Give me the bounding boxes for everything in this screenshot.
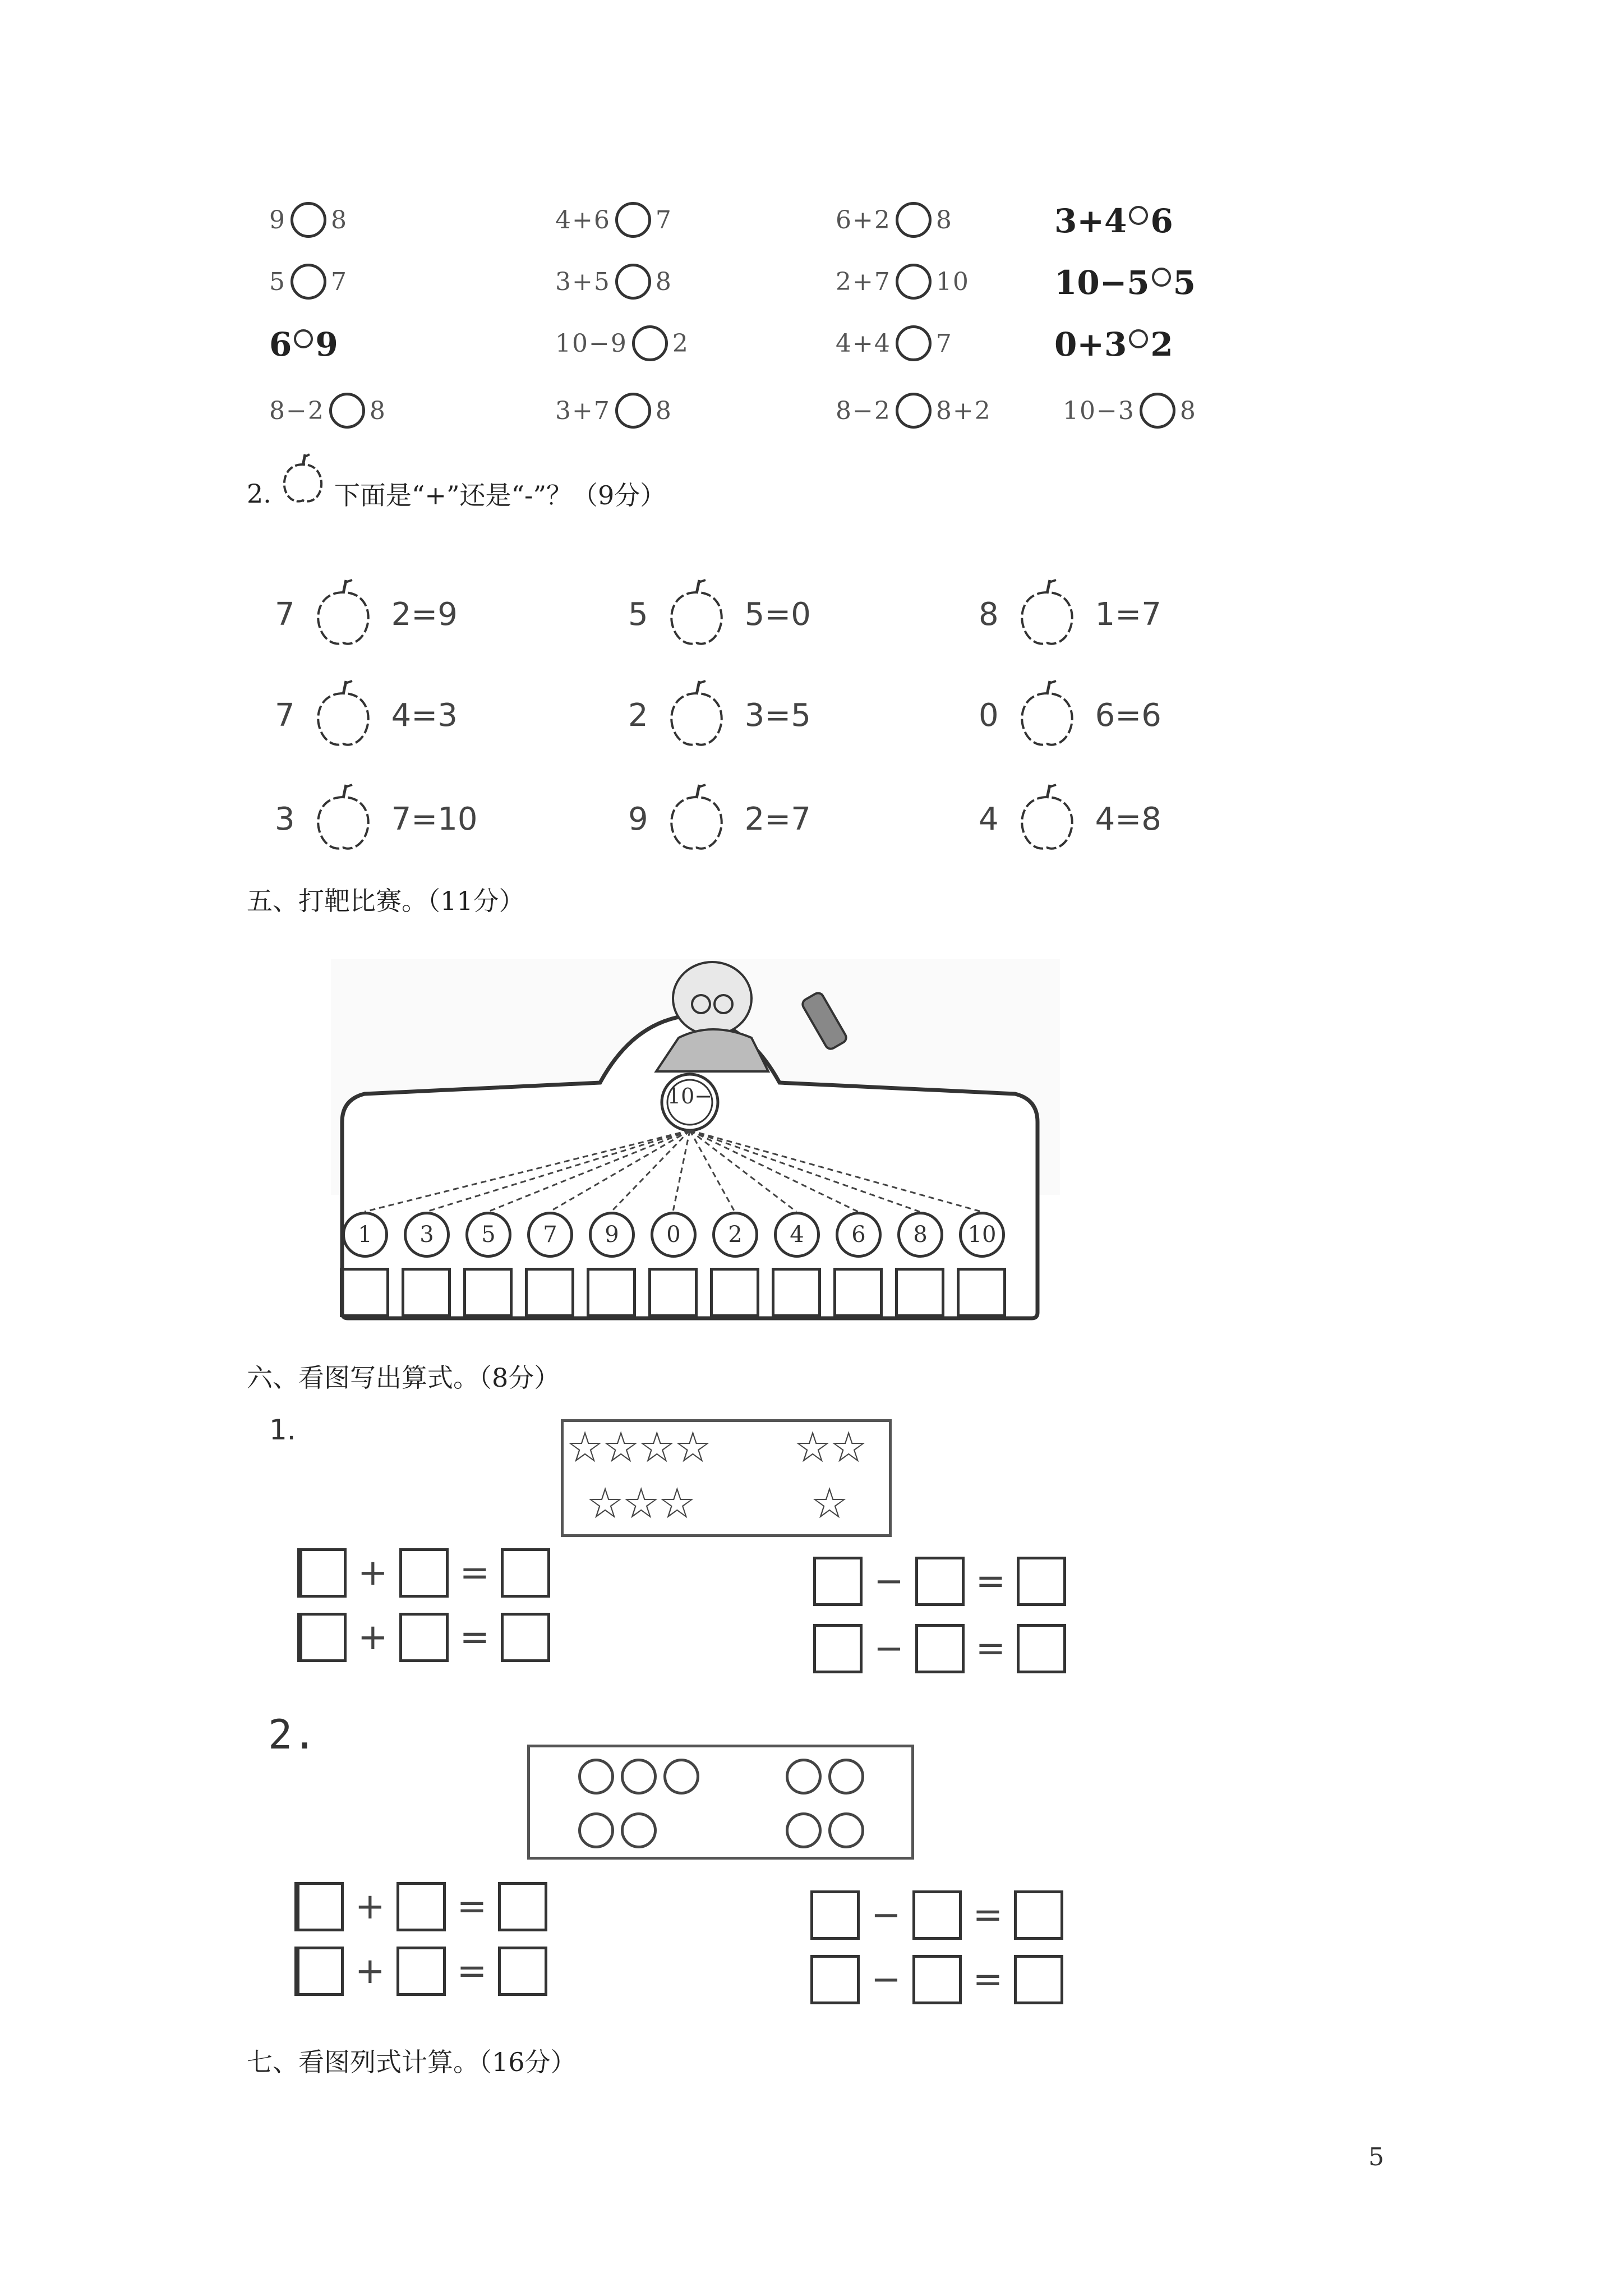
minus-sign: − bbox=[874, 1561, 904, 1602]
answer-box[interactable] bbox=[915, 1624, 965, 1673]
answer-box[interactable] bbox=[895, 1268, 944, 1317]
right-expression: 8+2 bbox=[935, 396, 992, 425]
answer-box[interactable] bbox=[1014, 1955, 1063, 2004]
apple-icon[interactable] bbox=[311, 578, 376, 651]
subtraction-equation bbox=[813, 1557, 1066, 1606]
apple-icon bbox=[275, 452, 331, 508]
comparison-item bbox=[555, 264, 672, 300]
right-expression: 6 bbox=[1150, 202, 1173, 240]
apple-icon[interactable] bbox=[1015, 578, 1080, 651]
question-2-text: 下面是“+”还是“-”？（9分） bbox=[334, 480, 666, 510]
equals-sign: = bbox=[457, 1950, 487, 1992]
equals-sign: = bbox=[459, 1552, 490, 1594]
target-circle: 6 bbox=[836, 1212, 882, 1258]
comparison-item bbox=[555, 393, 672, 429]
apple-icon[interactable] bbox=[664, 783, 729, 855]
right-expression: 2 bbox=[672, 329, 689, 358]
answer-box[interactable] bbox=[525, 1268, 574, 1317]
answer-circle[interactable] bbox=[896, 202, 932, 238]
target-circle: 4 bbox=[774, 1212, 820, 1258]
plus-sign: + bbox=[355, 1886, 385, 1927]
comparison-item bbox=[836, 393, 992, 429]
plus-sign: + bbox=[358, 1617, 388, 1658]
answer-box[interactable] bbox=[297, 1548, 347, 1598]
apple-icon[interactable] bbox=[1015, 679, 1080, 752]
apple-icon[interactable] bbox=[311, 783, 376, 855]
answer-box[interactable] bbox=[294, 1947, 344, 1996]
first-number: 7 bbox=[275, 697, 295, 734]
right-expression: 7 bbox=[655, 205, 672, 234]
apple-equation bbox=[628, 578, 811, 651]
left-expression: 5 bbox=[269, 267, 286, 296]
answer-box[interactable] bbox=[648, 1268, 698, 1317]
subtraction-equation bbox=[813, 1624, 1066, 1673]
answer-circle[interactable] bbox=[329, 393, 365, 429]
subtraction-equation bbox=[810, 1890, 1063, 1940]
answer-box[interactable] bbox=[498, 1947, 547, 1996]
ring-group-top-right bbox=[782, 1759, 868, 1795]
answer-box[interactable] bbox=[463, 1268, 513, 1317]
answer-box[interactable] bbox=[1014, 1890, 1063, 1940]
problem-1-label: 1. bbox=[269, 1414, 296, 1446]
answer-circle[interactable] bbox=[615, 393, 651, 429]
comparison-item bbox=[555, 202, 672, 238]
comparison-item bbox=[269, 325, 338, 364]
answer-circle[interactable] bbox=[1140, 393, 1175, 429]
answer-circle[interactable] bbox=[896, 325, 932, 361]
target-circle: 7 bbox=[527, 1212, 573, 1258]
answer-box[interactable] bbox=[1017, 1624, 1066, 1673]
answer-box[interactable] bbox=[810, 1955, 860, 2004]
ring-group-bottom-left bbox=[575, 1812, 660, 1848]
apple-icon[interactable] bbox=[311, 679, 376, 752]
star-group-bottom-right: ☆ bbox=[810, 1478, 847, 1528]
first-number: 0 bbox=[979, 697, 999, 734]
target-circle: 8 bbox=[897, 1212, 943, 1258]
first-number: 8 bbox=[979, 596, 999, 633]
equation-rest: 7=10 bbox=[391, 800, 478, 838]
question-2-heading bbox=[247, 466, 666, 522]
star-picture bbox=[561, 1419, 892, 1537]
answer-circle[interactable] bbox=[1129, 329, 1148, 348]
right-expression: 8 bbox=[655, 396, 672, 425]
comparison-item bbox=[1054, 264, 1196, 302]
right-expression: 8 bbox=[1179, 396, 1197, 425]
apple-icon[interactable] bbox=[664, 679, 729, 752]
right-expression: 8 bbox=[331, 205, 348, 234]
answer-box[interactable] bbox=[396, 1947, 446, 1996]
apple-equation bbox=[628, 679, 811, 752]
subtraction-equation bbox=[810, 1955, 1063, 2004]
answer-box[interactable] bbox=[957, 1268, 1006, 1317]
section-7-title: 七、看图列式计算。（16分） bbox=[247, 2047, 577, 2077]
left-expression: 6 bbox=[269, 325, 292, 364]
answer-circle[interactable] bbox=[615, 202, 651, 238]
first-number: 9 bbox=[628, 800, 648, 838]
apple-equation bbox=[275, 783, 477, 855]
answer-circle[interactable] bbox=[1152, 268, 1171, 287]
apple-icon[interactable] bbox=[1015, 783, 1080, 855]
minus-sign: − bbox=[871, 1959, 901, 2000]
comparison-item bbox=[836, 202, 953, 238]
comparison-item bbox=[269, 264, 348, 300]
comparison-item bbox=[836, 264, 970, 300]
answer-circle[interactable] bbox=[632, 325, 668, 361]
left-expression: 10−9 bbox=[555, 329, 628, 358]
left-expression: 9 bbox=[269, 205, 286, 234]
section-5-title: 五、打靶比赛。（11分） bbox=[247, 886, 525, 916]
ring-group-top-left bbox=[575, 1759, 703, 1795]
answer-box[interactable] bbox=[587, 1268, 636, 1317]
apple-equation bbox=[628, 783, 811, 855]
equation-rest: 1=7 bbox=[1095, 596, 1161, 633]
comparison-item bbox=[269, 393, 386, 429]
apple-equation bbox=[275, 578, 458, 651]
left-expression: 10−5 bbox=[1054, 264, 1150, 302]
page-number: 5 bbox=[1368, 2143, 1384, 2171]
first-number: 7 bbox=[275, 596, 295, 633]
comparison-item bbox=[1063, 393, 1197, 429]
comparison-item bbox=[1054, 325, 1173, 364]
left-expression: 4+6 bbox=[555, 205, 611, 234]
left-expression: 8−2 bbox=[269, 396, 325, 425]
apple-equation bbox=[979, 783, 1161, 855]
answer-box[interactable] bbox=[813, 1624, 863, 1673]
answer-box[interactable] bbox=[501, 1613, 550, 1662]
equals-sign: = bbox=[975, 1628, 1006, 1669]
answer-circle[interactable] bbox=[615, 264, 651, 300]
first-number: 3 bbox=[275, 800, 295, 838]
question-number: 2. bbox=[247, 478, 271, 509]
equals-sign: = bbox=[459, 1617, 490, 1658]
equals-sign: = bbox=[972, 1894, 1003, 1936]
first-number: 2 bbox=[628, 697, 648, 734]
left-expression: 10−3 bbox=[1063, 396, 1135, 425]
ring-picture bbox=[527, 1745, 914, 1860]
target-center-label: 10− bbox=[667, 1084, 713, 1108]
equation-rest: 6=6 bbox=[1095, 697, 1161, 734]
right-expression: 8 bbox=[369, 396, 386, 425]
target-circle: 1 bbox=[342, 1212, 388, 1258]
star-group-top-left: ☆☆☆☆ bbox=[566, 1422, 710, 1472]
answer-box[interactable] bbox=[813, 1557, 863, 1606]
answer-box[interactable] bbox=[340, 1268, 389, 1317]
answer-circle[interactable] bbox=[294, 329, 313, 348]
answer-circle[interactable] bbox=[896, 264, 932, 300]
section-6-title: 六、看图写出算式。（8分） bbox=[247, 1363, 560, 1393]
left-expression: 8−2 bbox=[836, 396, 891, 425]
right-expression: 8 bbox=[935, 205, 953, 234]
right-expression: 5 bbox=[1173, 264, 1196, 302]
minus-sign: − bbox=[871, 1894, 901, 1936]
target-circle: 5 bbox=[465, 1212, 511, 1258]
answer-box[interactable] bbox=[396, 1882, 446, 1931]
apple-equation bbox=[979, 578, 1161, 651]
left-expression: 6+2 bbox=[836, 205, 891, 234]
plus-sign: + bbox=[355, 1950, 385, 1992]
equals-sign: = bbox=[457, 1886, 487, 1927]
comparison-item bbox=[269, 202, 348, 238]
answer-box[interactable] bbox=[297, 1613, 347, 1662]
right-expression: 2 bbox=[1150, 325, 1173, 364]
target-circle: 0 bbox=[651, 1212, 697, 1258]
answer-box[interactable] bbox=[402, 1268, 451, 1317]
answer-box[interactable] bbox=[912, 1955, 962, 2004]
left-expression: 4+4 bbox=[836, 329, 891, 358]
equation-rest: 2=9 bbox=[391, 596, 458, 633]
answer-box[interactable] bbox=[501, 1548, 550, 1598]
right-expression: 9 bbox=[315, 325, 338, 364]
problem-2-label: 2. bbox=[268, 1711, 317, 1758]
equals-sign: = bbox=[975, 1561, 1006, 1602]
target-board bbox=[320, 954, 1060, 1324]
answer-box[interactable] bbox=[294, 1882, 344, 1931]
equals-sign: = bbox=[972, 1959, 1003, 2000]
right-expression: 7 bbox=[331, 267, 348, 296]
answer-circle[interactable] bbox=[291, 202, 326, 238]
star-group-top-right: ☆☆ bbox=[794, 1422, 866, 1472]
apple-equation bbox=[979, 679, 1161, 752]
right-expression: 7 bbox=[935, 329, 953, 358]
left-expression: 0+3 bbox=[1054, 325, 1127, 364]
first-number: 4 bbox=[979, 800, 999, 838]
plus-sign: + bbox=[358, 1552, 388, 1594]
target-circle: 3 bbox=[404, 1212, 450, 1258]
first-number: 5 bbox=[628, 596, 648, 633]
right-expression: 10 bbox=[935, 267, 970, 296]
left-expression: 2+7 bbox=[836, 267, 891, 296]
answer-box[interactable] bbox=[1017, 1557, 1066, 1606]
answer-box[interactable] bbox=[912, 1890, 962, 1940]
comparison-item bbox=[836, 325, 953, 361]
apple-icon[interactable] bbox=[664, 578, 729, 651]
answer-box[interactable] bbox=[399, 1548, 449, 1598]
addition-equation bbox=[297, 1548, 550, 1598]
answer-box[interactable] bbox=[772, 1268, 821, 1317]
answer-circle[interactable] bbox=[896, 393, 932, 429]
answer-box[interactable] bbox=[810, 1890, 860, 1940]
ring-group-bottom-right bbox=[782, 1812, 868, 1848]
equation-rest: 5=0 bbox=[744, 596, 811, 633]
equation-rest: 2=7 bbox=[744, 800, 811, 838]
left-expression: 3+7 bbox=[555, 396, 611, 425]
equation-rest: 4=3 bbox=[391, 697, 458, 734]
left-expression: 3+5 bbox=[555, 267, 611, 296]
target-circle: 2 bbox=[712, 1212, 758, 1258]
minus-sign: − bbox=[874, 1628, 904, 1669]
answer-box[interactable] bbox=[915, 1557, 965, 1606]
equation-rest: 3=5 bbox=[744, 697, 811, 734]
answer-box[interactable] bbox=[498, 1882, 547, 1931]
addition-equation bbox=[294, 1947, 547, 1996]
target-circle: 10 bbox=[959, 1212, 1005, 1258]
target-circle: 9 bbox=[589, 1212, 635, 1258]
answer-circle[interactable] bbox=[291, 264, 326, 300]
answer-box[interactable] bbox=[833, 1268, 883, 1317]
answer-box[interactable] bbox=[710, 1268, 759, 1317]
left-expression: 3+4 bbox=[1054, 202, 1127, 240]
equation-rest: 4=8 bbox=[1095, 800, 1161, 838]
comparison-item bbox=[1054, 202, 1173, 240]
answer-box[interactable] bbox=[399, 1613, 449, 1662]
comparison-item bbox=[555, 325, 689, 361]
apple-equation bbox=[275, 679, 458, 752]
star-group-bottom-left: ☆☆☆ bbox=[586, 1478, 694, 1528]
right-expression: 8 bbox=[655, 267, 672, 296]
addition-equation bbox=[297, 1613, 550, 1662]
addition-equation bbox=[294, 1882, 547, 1931]
answer-circle[interactable] bbox=[1129, 206, 1148, 225]
